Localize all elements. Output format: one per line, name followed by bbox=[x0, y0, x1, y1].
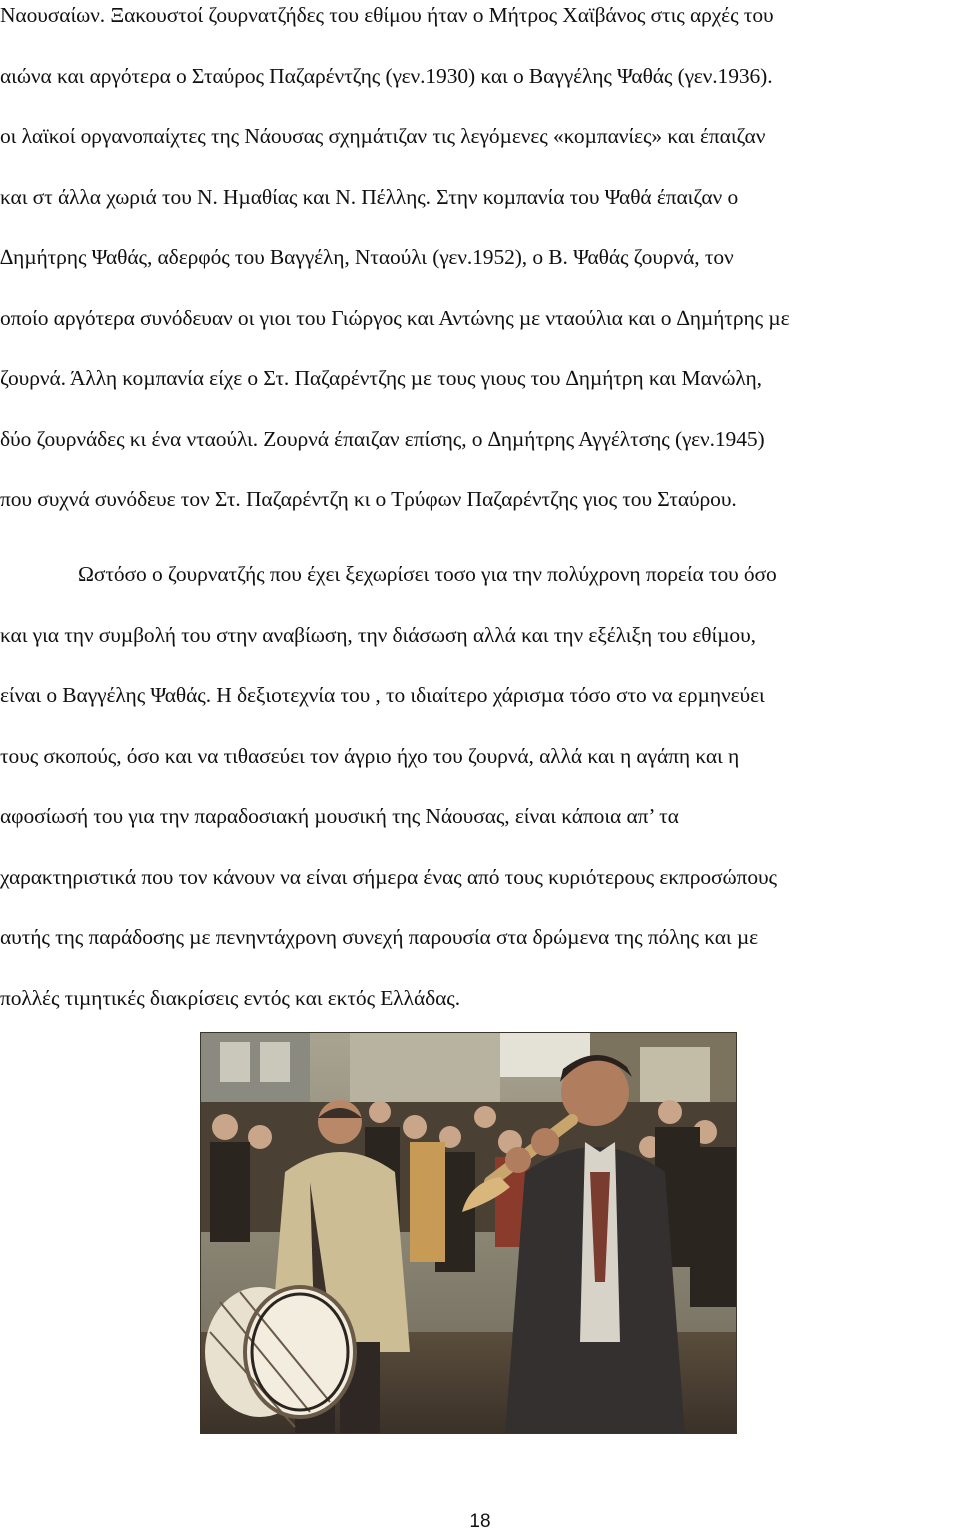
text-line: Ωστόσο ο ζουρνατζής που έχει ξεχωρίσει τοσο για την πολύχρονη πορεία του όσο bbox=[78, 562, 777, 586]
text-line: αιώνα και αργότερα ο Σταύρος Παζαρέντζης (γεν.1930) και ο Βαγγέλης Ψαθάς (γεν.1936). bbox=[0, 63, 773, 88]
text-line: Ναουσαίων. Ξακουστοί ζουρνατζήδες του εθίμου ήταν ο Μήτρος Χαϊβάνος στις αρχές του bbox=[0, 3, 774, 27]
text-line: και στ άλλα χωριά του Ν. Ηµαθίας και Ν. Πέλλης. Στην κοµπανία του Ψαθά έπαιζαν ο bbox=[0, 184, 739, 209]
text-line: χαρακτηριστικά που τον κάνουν να είναι σήµερα ένας από τους κυριότερους εκπροσώπους bbox=[0, 864, 777, 889]
text-line: που συχνά συνόδευε τον Στ. Παζαρέντζη κι ο Τρύφων Παζαρέντζης γιος του Σταύρου. bbox=[0, 487, 737, 511]
paragraph-2 bbox=[0, 559, 960, 1043]
text-line: είναι ο Βαγγέλης Ψαθάς. Η δεξιοτεχνία του , το ιδιαίτερο χάρισµα τόσο στο να ερµηνεύει bbox=[0, 683, 765, 707]
text-line: τους σκοπούς, όσο και να τιθασεύει τον άγριο ήχο του ζουρνά, αλλά και η αγάπη και η bbox=[0, 743, 740, 768]
text-line: ζουρνά. Άλλη κοµπανία είχε ο Στ. Παζαρέντζης µε τους γιους του ∆ηµήτρη και Μανώλη, bbox=[0, 366, 762, 390]
text-line: δύο ζουρνάδες κι ένα νταούλι. Ζουρνά έπαιζαν επίσης, ο ∆ηµήτρης Αγγέλτσης (γεν.1945) bbox=[0, 426, 765, 451]
text-line: αυτής της παράδοσης µε πενηντάχρονη συνεχή παρουσία στα δρώµενα της πόλης και µε bbox=[0, 925, 759, 949]
text-line: αφοσίωσή του για την παραδοσιακή µουσική της Νάουσας, είναι κάποια απ’ τα bbox=[0, 804, 679, 828]
text-line: πολλές τιµητικές διακρίσεις εντός και εκτός Ελλάδας. bbox=[0, 985, 460, 1010]
photo-zourna-and-drum-players bbox=[200, 1032, 737, 1434]
page-number: 18 bbox=[469, 1511, 491, 1532]
text-line: οποίο αργότερα συνόδευαν οι γιοι του Γιώργος και Αντώνης µε νταούλια και ο ∆ηµήτρης µε bbox=[0, 305, 790, 330]
paragraph-1 bbox=[0, 0, 960, 545]
text-line: ∆ηµήτρης Ψαθάς, αδερφός του Βαγγέλη, Νταούλι (γεν.1952), ο Β. Ψαθάς ζουρνά, τον bbox=[0, 245, 734, 269]
text-line: οι λαϊκοί οργανοπαίχτες της Νάουσας σχηµάτιζαν τις λεγόµενες «κοµπανίες» και έπαιζαν bbox=[0, 124, 766, 148]
text-line: και για την συµβολή του στην αναβίωση, την διάσωση αλλά και την εξέλιξη του εθίµου, bbox=[0, 622, 756, 647]
